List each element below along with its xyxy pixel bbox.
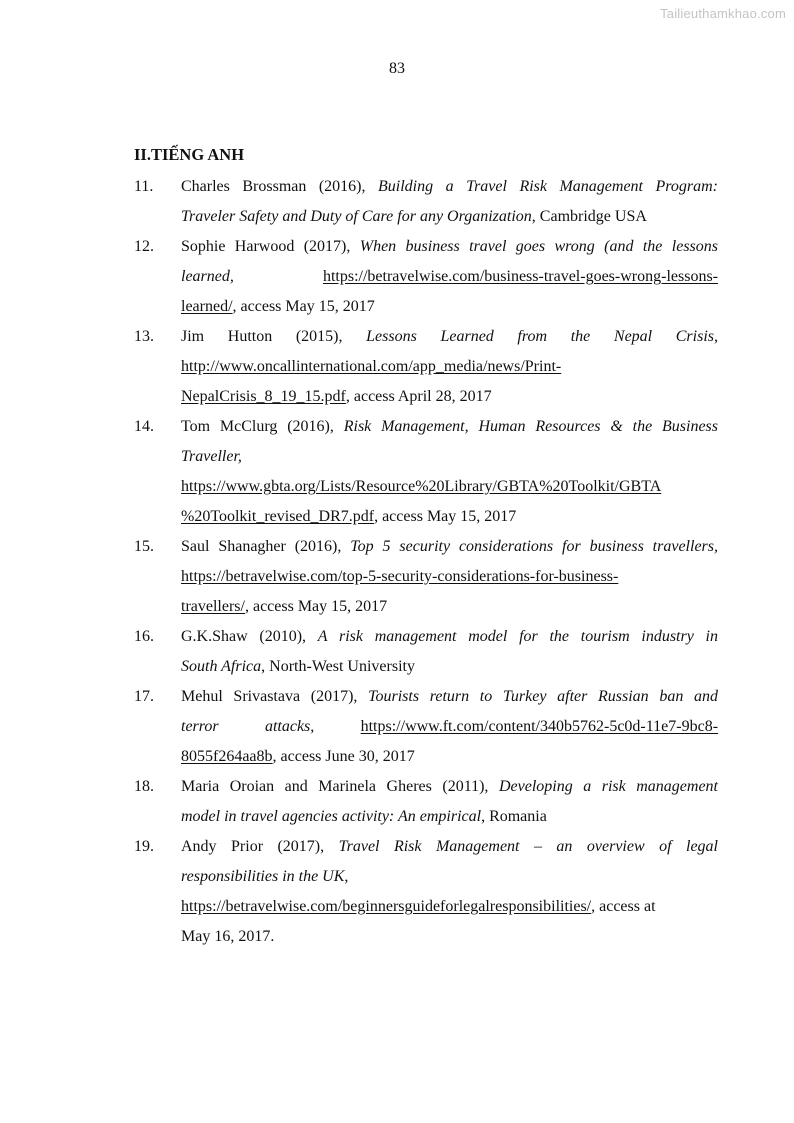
reference-line xyxy=(181,202,718,232)
reference-title: Traveller, xyxy=(181,448,242,465)
reference-line xyxy=(181,502,718,532)
page-number: 83 xyxy=(389,60,405,77)
reference-line xyxy=(181,562,718,592)
reference-text: Sophie Harwood (2017), xyxy=(181,238,360,255)
reference-title: A risk management model for the tourism industry in xyxy=(317,628,718,645)
reference-text: Maria Oroian and Marinela Gheres (2011), xyxy=(181,778,499,795)
reference-item xyxy=(134,412,718,532)
reference-number: 15. xyxy=(134,538,154,555)
reference-text: , North-West University xyxy=(261,658,415,675)
reference-line xyxy=(181,322,718,352)
reference-title: Developing a risk management xyxy=(498,778,719,795)
reference-item xyxy=(134,532,718,622)
reference-text: , xyxy=(310,718,361,735)
reference-text: , Romania xyxy=(481,808,547,825)
reference-link[interactable]: https://betravelwise.com/business-travel-goes-wrong-lessons- xyxy=(322,268,718,285)
reference-text: , Cambridge USA xyxy=(531,208,647,225)
reference-link[interactable]: http://www.oncallinternational.com/app_media/news/Print- xyxy=(181,358,562,375)
reference-text: , access May 15, 2017 xyxy=(244,598,388,615)
reference-text: Tom McClurg (2016), xyxy=(181,418,344,435)
reference-item xyxy=(134,682,718,772)
reference-line xyxy=(181,382,718,412)
reference-title: model in travel agencies activity: An empirical xyxy=(181,808,482,825)
reference-number: 14. xyxy=(134,418,154,435)
reference-title: Lessons Learned from the Nepal Crisis xyxy=(366,328,714,345)
watermark: Tailieuthamkhao.com xyxy=(660,6,786,21)
reference-text: , xyxy=(344,868,349,885)
reference-line xyxy=(181,832,718,862)
reference-link[interactable]: https://www.gbta.org/Lists/Resource%20Library/GBTA%20Toolkit/GBTA xyxy=(181,478,662,495)
reference-line xyxy=(181,622,718,652)
reference-text: May 16, 2017. xyxy=(181,928,275,945)
reference-text: Jim Hutton (2015), xyxy=(181,328,367,345)
reference-link[interactable]: learned/ xyxy=(181,298,233,315)
reference-line xyxy=(181,592,718,622)
reference-link[interactable]: %20Toolkit_revised_DR7.pdf xyxy=(181,508,375,525)
reference-line xyxy=(181,532,718,562)
reference-number: 12. xyxy=(134,238,154,255)
reference-text: , access May 15, 2017 xyxy=(232,298,375,315)
reference-item xyxy=(134,232,718,322)
reference-text: , access at xyxy=(591,898,656,915)
reference-number: 17. xyxy=(134,688,154,705)
reference-item xyxy=(134,322,718,412)
reference-text: , xyxy=(714,328,718,345)
reference-line xyxy=(181,892,718,922)
reference-link[interactable]: https://betravelwise.com/beginnersguideforlegalresponsibilities/ xyxy=(181,898,592,915)
reference-line xyxy=(181,652,718,682)
reference-text: , access April 28, 2017 xyxy=(345,388,492,405)
reference-title: Building a Travel Risk Management Program: xyxy=(377,178,718,195)
reference-title: Tourists return to Turkey after Russian ban and xyxy=(368,688,719,705)
reference-text: G.K.Shaw (2010), xyxy=(181,628,318,645)
reference-title: South Africa xyxy=(181,658,262,675)
reference-line xyxy=(181,232,718,262)
reference-title: Risk Management, Human Resources & the Business xyxy=(343,418,719,435)
reference-number: 18. xyxy=(134,778,154,795)
reference-number: 19. xyxy=(134,838,154,855)
reference-title: Top 5 security considerations for business travellers, xyxy=(350,538,718,555)
reference-number: 16. xyxy=(134,628,154,645)
reference-list xyxy=(134,172,718,952)
reference-text: Charles Brossman (2016), xyxy=(181,178,378,195)
reference-line xyxy=(181,262,718,292)
reference-line xyxy=(181,802,718,832)
reference-link[interactable]: travellers/ xyxy=(181,598,245,615)
reference-title: terror attacks xyxy=(181,718,311,735)
reference-number: 13. xyxy=(134,328,154,345)
reference-text: Saul Shanagher (2016), xyxy=(181,538,351,555)
reference-line xyxy=(181,742,718,772)
reference-line xyxy=(181,292,718,322)
reference-text: , access May 15, 2017 xyxy=(374,508,517,525)
reference-title: Traveler Safety and Duty of Care for any Organization xyxy=(181,208,532,225)
reference-title: learned, xyxy=(181,268,323,285)
reference-link[interactable]: NepalCrisis_8_19_15.pdf xyxy=(181,388,346,405)
reference-line xyxy=(181,862,718,892)
reference-title: responsibilities in the UK xyxy=(181,868,345,885)
reference-line xyxy=(181,352,718,382)
reference-item xyxy=(134,772,718,832)
reference-text: Andy Prior (2017), xyxy=(181,838,339,855)
reference-line xyxy=(181,712,718,742)
reference-line xyxy=(181,412,718,442)
reference-link[interactable]: 8055f264aa8b xyxy=(181,748,273,765)
reference-text: Mehul Srivastava (2017), xyxy=(181,688,369,705)
reference-text: , access June 30, 2017 xyxy=(272,748,415,765)
reference-link[interactable]: https://betravelwise.com/top-5-security-considerations-for-business- xyxy=(181,568,619,585)
reference-line xyxy=(181,772,718,802)
reference-item xyxy=(134,832,718,952)
reference-line xyxy=(181,172,718,202)
reference-title: Travel Risk Management – an overview of legal xyxy=(338,838,719,855)
reference-line xyxy=(181,442,718,472)
reference-item xyxy=(134,172,718,232)
reference-line xyxy=(181,472,718,502)
reference-line xyxy=(181,922,718,952)
reference-title: When business travel goes wrong (and the lessons xyxy=(359,238,718,255)
section-title: II.TIẾNG ANH xyxy=(134,145,245,164)
reference-link[interactable]: https://www.ft.com/content/340b5762-5c0d-11e7-9bc8- xyxy=(360,718,719,735)
reference-item xyxy=(134,622,718,682)
reference-number: 11. xyxy=(134,178,154,195)
reference-line xyxy=(181,682,718,712)
